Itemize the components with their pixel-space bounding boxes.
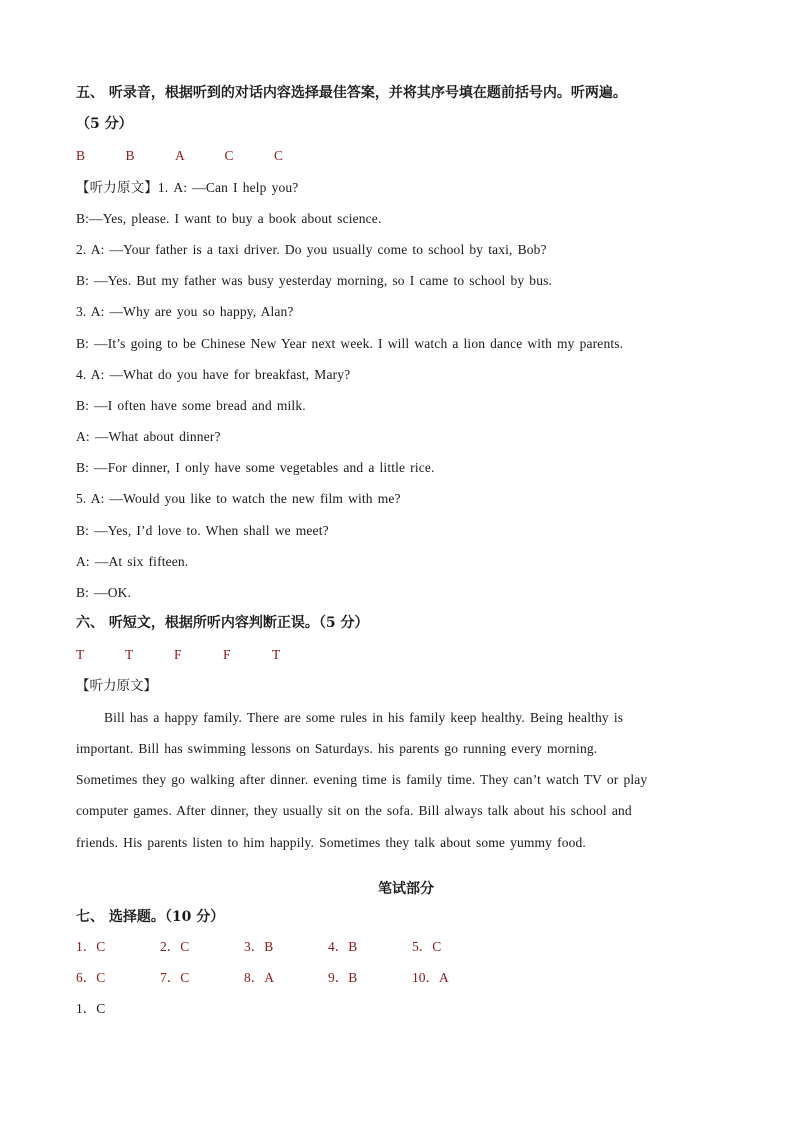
answer-item: 9．B (328, 970, 358, 986)
transcript-line: A: —What about dinner? (76, 429, 221, 445)
transcript-line: 2. A: —Your father is a taxi driver. Do you usually come to school by taxi, Bob? (76, 241, 547, 257)
answer-item: 1．C (76, 938, 106, 954)
section-7-answers-row (76, 962, 716, 993)
answer-item: C (224, 148, 234, 164)
section-5-score: （5 分） (76, 116, 133, 133)
answer-item: T (272, 647, 281, 663)
transcript-line: 5. A: —Would you like to watch the new film with me? (76, 491, 401, 507)
paragraph-line: Sometimes they go walking after dinner. evening time is family time. They can’t watch TV or play (76, 772, 648, 788)
answer-item: 3．B (244, 938, 274, 954)
transcript-line: 3. A: —Why are you so happy, Alan? (76, 304, 294, 320)
written-part-title: 笔试部分 (378, 880, 434, 897)
answer-item: 7．C (160, 970, 190, 986)
answer-item: B (125, 148, 135, 164)
paragraph-line: computer games. After dinner, they usually sit on the sofa. Bill always talk about his school and (76, 803, 632, 819)
section-6-title: 六、 听短文，根据所听内容判断正误。（5 分） (76, 615, 369, 632)
answer-item: C (274, 148, 284, 164)
answer-item: 6．C (76, 970, 106, 986)
answer-item: 10．A (412, 970, 449, 986)
answer-item: 5．C (412, 938, 442, 954)
transcript-line: 【听力原文】1. A: —Can I help you? (76, 179, 299, 196)
transcript-label: 【听力原文】 (76, 179, 158, 196)
transcript-line: B:—Yes, please. I want to buy a book about science. (76, 210, 382, 226)
transcript-line: A: —At six fifteen. (76, 553, 189, 569)
section-7-title: 七、 选择题。（10 分） (76, 908, 225, 925)
section-7-answers-row (76, 931, 716, 962)
section-5-answers (76, 140, 716, 171)
answer-item: 4．B (328, 938, 358, 954)
transcript-line: B: —Yes. But my father was busy yesterday morning, so I came to school by bus. (76, 273, 553, 289)
transcript-line: B: —OK. (76, 585, 132, 600)
answer-item: 8．A (244, 970, 274, 986)
paragraph-line: important. Bill has swimming lessons on Saturdays. his parents go running every morning. (76, 740, 598, 756)
answer-item: F (223, 647, 231, 663)
transcript-line: B: —Yes, I’d love to. When shall we meet? (76, 522, 329, 538)
answer-item: T (76, 647, 85, 663)
answer-item: A (175, 148, 185, 164)
transcript-label: 【听力原文】 (76, 677, 157, 694)
explanation-item: 1．C (76, 1001, 106, 1017)
transcript-line: B: —For dinner, I only have some vegetables and a little rice. (76, 460, 435, 476)
transcript-line: 4. A: —What do you have for breakfast, Mary? (76, 366, 351, 382)
paragraph-line: Bill has a happy family. There are some rules in his family keep healthy. Being healthy is (104, 709, 624, 725)
answer-item: T (125, 647, 134, 663)
section-6-answers (76, 639, 716, 670)
transcript-line: B: —It’s going to be Chinese New Year next week. I will watch a lion dance with my parents. (76, 335, 624, 351)
transcript-line: B: —I often have some bread and milk. (76, 397, 306, 413)
answer-item: B (76, 148, 86, 164)
section-5-title: 五、 听录音，根据听到的对话内容选择最佳答案，并将其序号填在题前括号内。听两遍。 (76, 85, 627, 101)
answer-item: 2．C (160, 938, 190, 954)
paragraph-line: friends. His parents listen to him happily. Sometimes they talk about some yummy food. (76, 834, 586, 850)
document-page (76, 78, 716, 1024)
answer-item: F (174, 647, 182, 663)
